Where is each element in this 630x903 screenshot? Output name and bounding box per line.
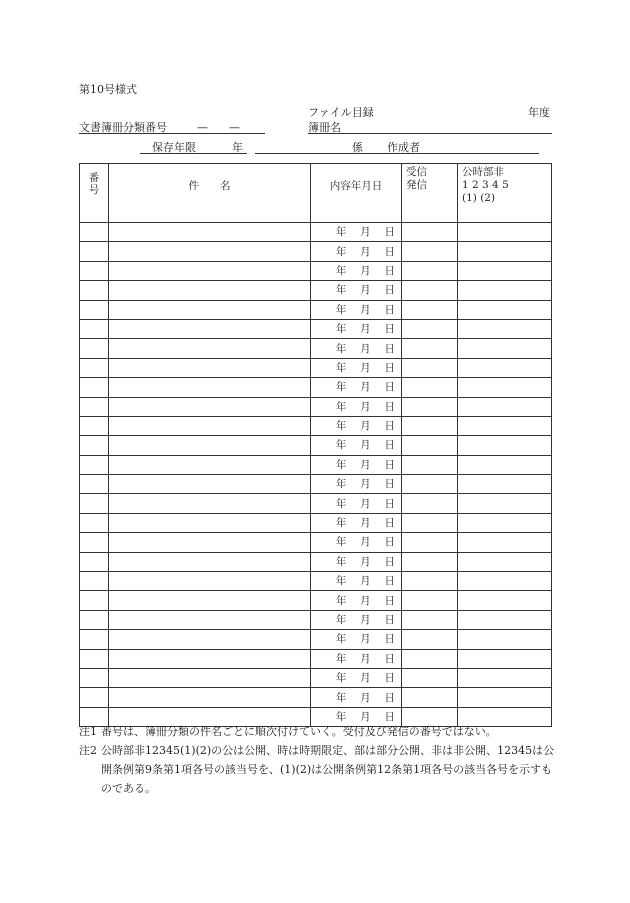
cell-received-sent[interactable] [402, 416, 458, 435]
file-index-title: ファイル目録 [308, 106, 374, 119]
table-row [80, 378, 552, 397]
cell-number[interactable] [80, 668, 109, 687]
cell-date[interactable]: 年 月 日 [311, 494, 402, 513]
cell-public-status[interactable] [458, 223, 552, 242]
cell-received-sent[interactable] [402, 552, 458, 571]
cell-date[interactable]: 年 月 日 [311, 397, 402, 416]
table-row [80, 397, 552, 416]
public-status-line-1: 公時部非 [462, 166, 504, 178]
cell-date[interactable]: 年 月 日 [311, 261, 402, 280]
cell-date[interactable]: 年 月 日 [311, 436, 402, 455]
cell-name[interactable] [109, 261, 311, 280]
cell-name[interactable] [109, 319, 311, 338]
col-header-received-sent [402, 164, 458, 223]
cell-number[interactable] [80, 591, 109, 610]
table-row [80, 668, 552, 687]
form-number: 第10号様式 [79, 83, 137, 96]
cell-number[interactable] [80, 339, 109, 358]
cell-received-sent[interactable] [402, 319, 458, 338]
public-status-line-3: (1) (2) [462, 192, 496, 204]
cell-name[interactable] [109, 416, 311, 435]
retention-unit: 年 [232, 141, 243, 154]
cell-date[interactable]: 年 月 日 [311, 688, 402, 707]
cell-name[interactable] [109, 455, 311, 474]
book-name-underline [308, 133, 552, 134]
cell-received-sent[interactable] [402, 533, 458, 552]
table-row [80, 242, 552, 261]
table-row [80, 358, 552, 377]
cell-name[interactable] [109, 494, 311, 513]
doc-class-sep-2: — [229, 121, 240, 134]
doc-class-underline [79, 133, 265, 134]
doc-class-sep-1: — [197, 121, 208, 134]
note-2-text: 公時部非12345(1)(2)の公は公開、時は時期限定、部は部分公開、非は非公開、12345は公開条例第9条第1項各号の該当号を、(1)(2)は公開条例第12条第1項各号の該当各号を示すものである。 [101, 744, 555, 795]
cell-public-status[interactable] [458, 668, 552, 687]
cell-public-status[interactable] [458, 533, 552, 552]
cell-public-status[interactable] [458, 572, 552, 591]
table-row [80, 630, 552, 649]
cell-date[interactable]: 年 月 日 [311, 513, 402, 532]
cell-name[interactable] [109, 591, 311, 610]
cell-date[interactable]: 年 月 日 [311, 358, 402, 377]
cell-number[interactable] [80, 378, 109, 397]
table-row [80, 591, 552, 610]
cell-name[interactable] [109, 688, 311, 707]
section-label: 係 [352, 141, 363, 154]
cell-number[interactable] [80, 261, 109, 280]
cell-public-status[interactable] [458, 649, 552, 668]
cell-date[interactable]: 年 月 日 [311, 416, 402, 435]
cell-date[interactable]: 年 月 日 [311, 319, 402, 338]
col-header-public-status [458, 164, 552, 223]
cell-public-status[interactable] [458, 552, 552, 571]
cell-received-sent[interactable] [402, 591, 458, 610]
cell-public-status[interactable] [458, 630, 552, 649]
cell-received-sent[interactable] [402, 630, 458, 649]
table-row [80, 513, 552, 532]
table-row [80, 552, 552, 571]
table-row [80, 572, 552, 591]
cell-date[interactable]: 年 月 日 [311, 242, 402, 261]
cell-public-status[interactable] [458, 397, 552, 416]
cell-number[interactable] [80, 397, 109, 416]
cell-received-sent[interactable] [402, 378, 458, 397]
cell-date[interactable]: 年 月 日 [311, 649, 402, 668]
cell-number[interactable] [80, 223, 109, 242]
cell-name[interactable] [109, 513, 311, 532]
cell-name[interactable] [109, 610, 311, 629]
cell-public-status[interactable] [458, 261, 552, 280]
cell-date[interactable]: 年 月 日 [311, 378, 402, 397]
cell-date[interactable]: 年 月 日 [311, 630, 402, 649]
table-row [80, 261, 552, 280]
cell-received-sent[interactable] [402, 281, 458, 300]
cell-name[interactable] [109, 300, 311, 319]
cell-number[interactable] [80, 300, 109, 319]
cell-number[interactable] [80, 319, 109, 338]
cell-number[interactable] [80, 533, 109, 552]
cell-number[interactable] [80, 281, 109, 300]
cell-public-status[interactable] [458, 416, 552, 435]
cell-public-status[interactable] [458, 319, 552, 338]
cell-public-status[interactable] [458, 378, 552, 397]
cell-public-status[interactable] [458, 281, 552, 300]
cell-name[interactable] [109, 668, 311, 687]
cell-public-status[interactable] [458, 591, 552, 610]
author-label: 作成者 [387, 141, 420, 154]
cell-number[interactable] [80, 572, 109, 591]
table-header-row [80, 164, 552, 223]
file-register-table [79, 163, 552, 727]
cell-received-sent[interactable] [402, 610, 458, 629]
note-2-label: 注2 [79, 744, 97, 757]
cell-public-status[interactable] [458, 339, 552, 358]
received-label: 受信 [406, 166, 427, 178]
cell-name[interactable] [109, 378, 311, 397]
cell-date[interactable]: 年 月 日 [311, 572, 402, 591]
retention-underline [140, 153, 247, 154]
col-header-number: 番号 [80, 164, 109, 223]
cell-received-sent[interactable] [402, 572, 458, 591]
cell-number[interactable] [80, 416, 109, 435]
cell-received-sent[interactable] [402, 242, 458, 261]
cell-date[interactable]: 年 月 日 [311, 455, 402, 474]
cell-received-sent[interactable] [402, 397, 458, 416]
table-row [80, 688, 552, 707]
cell-date[interactable]: 年 月 日 [311, 707, 402, 726]
cell-public-status[interactable] [458, 455, 552, 474]
cell-date[interactable]: 年 月 日 [311, 339, 402, 358]
doc-class-label: 文書簿冊分類番号 [79, 121, 167, 134]
note-1-text: 番号は、簿冊分類の件名ごとに順次付けていく。受付及び発信の番号ではない。 [101, 725, 497, 738]
cell-date[interactable]: 年 月 日 [311, 475, 402, 494]
table-row [80, 494, 552, 513]
cell-number[interactable] [80, 358, 109, 377]
cell-name[interactable] [109, 533, 311, 552]
note-2 [79, 741, 559, 798]
table-row [80, 319, 552, 338]
table-row [80, 300, 552, 319]
fiscal-year-label: 年度 [528, 106, 550, 119]
cell-name[interactable] [109, 242, 311, 261]
cell-name[interactable] [109, 397, 311, 416]
cell-received-sent[interactable] [402, 261, 458, 280]
cell-received-sent[interactable] [402, 475, 458, 494]
cell-received-sent[interactable] [402, 688, 458, 707]
notes-section [79, 722, 559, 798]
cell-number[interactable] [80, 552, 109, 571]
cell-public-status[interactable] [458, 242, 552, 261]
table-row [80, 436, 552, 455]
cell-name[interactable] [109, 223, 311, 242]
cell-number[interactable] [80, 649, 109, 668]
cell-date[interactable]: 年 月 日 [311, 223, 402, 242]
cell-name[interactable] [109, 649, 311, 668]
cell-name[interactable] [109, 572, 311, 591]
sent-label: 発信 [406, 179, 427, 191]
table-row [80, 649, 552, 668]
cell-received-sent[interactable] [402, 668, 458, 687]
table-row [80, 455, 552, 474]
cell-number[interactable] [80, 436, 109, 455]
cell-number[interactable] [80, 475, 109, 494]
cell-received-sent[interactable] [402, 436, 458, 455]
cell-date[interactable]: 年 月 日 [311, 300, 402, 319]
table-row [80, 475, 552, 494]
cell-name[interactable] [109, 630, 311, 649]
table-row [80, 610, 552, 629]
table-row [80, 339, 552, 358]
cell-public-status[interactable] [458, 513, 552, 532]
cell-date[interactable]: 年 月 日 [311, 668, 402, 687]
book-name-label: 簿冊名 [308, 121, 341, 134]
table-row [80, 416, 552, 435]
cell-name[interactable] [109, 436, 311, 455]
retention-label: 保存年限 [152, 141, 196, 154]
cell-date[interactable]: 年 月 日 [311, 552, 402, 571]
cell-number[interactable] [80, 610, 109, 629]
cell-received-sent[interactable] [402, 300, 458, 319]
cell-received-sent[interactable] [402, 339, 458, 358]
cell-date[interactable]: 年 月 日 [311, 533, 402, 552]
cell-name[interactable] [109, 281, 311, 300]
col-header-name: 件 名 [109, 164, 311, 223]
cell-name[interactable] [109, 475, 311, 494]
cell-date[interactable]: 年 月 日 [311, 591, 402, 610]
cell-number[interactable] [80, 513, 109, 532]
cell-number[interactable] [80, 630, 109, 649]
table-row [80, 533, 552, 552]
col-header-date: 内容年月日 [311, 164, 402, 223]
cell-received-sent[interactable] [402, 513, 458, 532]
cell-public-status[interactable] [458, 358, 552, 377]
cell-public-status[interactable] [458, 475, 552, 494]
note-1-label: 注1 [79, 725, 97, 738]
section-author-underline [255, 153, 539, 154]
cell-public-status[interactable] [458, 436, 552, 455]
public-status-line-2: 1 2 3 4 5 [462, 179, 509, 191]
cell-received-sent[interactable] [402, 223, 458, 242]
note-1 [79, 722, 559, 741]
cell-public-status[interactable] [458, 688, 552, 707]
cell-public-status[interactable] [458, 300, 552, 319]
table-row [80, 281, 552, 300]
table-row [80, 223, 552, 242]
cell-number[interactable] [80, 494, 109, 513]
cell-received-sent[interactable] [402, 358, 458, 377]
cell-number[interactable] [80, 688, 109, 707]
cell-number[interactable] [80, 242, 109, 261]
cell-received-sent[interactable] [402, 455, 458, 474]
cell-public-status[interactable] [458, 494, 552, 513]
cell-name[interactable] [109, 339, 311, 358]
cell-received-sent[interactable] [402, 649, 458, 668]
cell-date[interactable]: 年 月 日 [311, 281, 402, 300]
cell-name[interactable] [109, 552, 311, 571]
cell-number[interactable] [80, 455, 109, 474]
cell-received-sent[interactable] [402, 494, 458, 513]
cell-name[interactable] [109, 358, 311, 377]
cell-public-status[interactable] [458, 610, 552, 629]
cell-date[interactable]: 年 月 日 [311, 610, 402, 629]
